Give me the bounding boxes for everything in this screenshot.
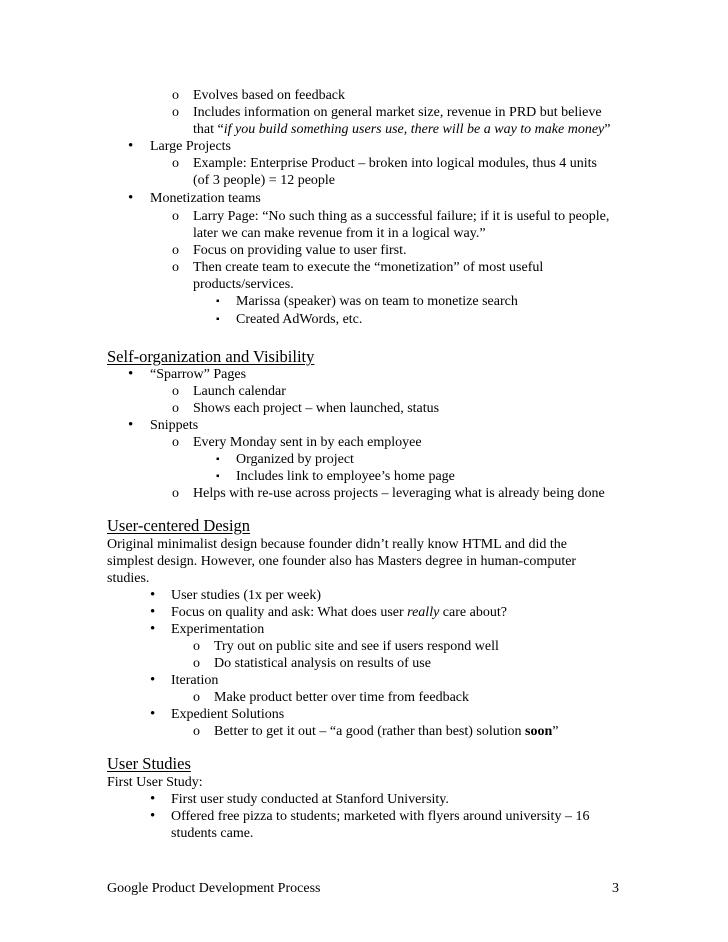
list-item: Make product better over time from feedback bbox=[214, 690, 470, 705]
circle-marker: o bbox=[193, 656, 200, 671]
circle-marker: o bbox=[172, 209, 179, 224]
list-item-continuation: students came. bbox=[171, 826, 254, 841]
list-item: Launch calendar bbox=[193, 384, 286, 399]
list-item: Then create team to execute the “monetization” of most useful bbox=[193, 260, 544, 275]
bullet-marker: • bbox=[150, 621, 156, 637]
paragraph-line: Original minimalist design because founder didn’t really know HTML and did the bbox=[107, 537, 567, 552]
list-item: Evolves based on feedback bbox=[193, 88, 345, 103]
bullet-marker: • bbox=[150, 808, 156, 824]
bullet-marker: • bbox=[150, 604, 156, 620]
page-number: 3 bbox=[612, 881, 619, 896]
text-run: Focus on quality and ask: What does user bbox=[171, 605, 408, 620]
circle-marker: o bbox=[193, 724, 200, 739]
bullet-marker: • bbox=[150, 791, 156, 807]
circle-marker: o bbox=[172, 88, 179, 103]
bold-text: soon bbox=[525, 724, 553, 739]
list-item: Shows each project – when launched, status bbox=[193, 401, 440, 416]
circle-marker: o bbox=[172, 105, 179, 120]
list-item: Larry Page: “No such thing as a successful failure; if it is useful to people, bbox=[193, 209, 610, 224]
bullet-marker: • bbox=[128, 417, 134, 433]
list-item: Includes information on general market size, revenue in PRD but believe bbox=[193, 105, 602, 120]
list-item: Marissa (speaker) was on team to monetize search bbox=[236, 294, 518, 309]
list-item: Focus on providing value to user first. bbox=[193, 243, 407, 258]
emphasis-text: really bbox=[407, 605, 440, 620]
bullet-marker: • bbox=[128, 366, 134, 382]
list-item: Offered free pizza to students; marketed with flyers around university – 16 bbox=[171, 809, 590, 824]
list-item-continuation: products/services. bbox=[193, 277, 294, 292]
list-item: Large Projects bbox=[150, 139, 231, 154]
list-item-continuation: later we can make revenue from it in a logical way.” bbox=[193, 226, 486, 241]
emphasis-text: if you build something users use, there will be a way to make money bbox=[223, 122, 605, 137]
paragraph-line: simplest design. However, one founder also has Masters degree in human-computer bbox=[107, 554, 577, 569]
circle-marker: o bbox=[172, 435, 179, 450]
list-item: User studies (1x per week) bbox=[171, 588, 322, 603]
list-item: Iteration bbox=[171, 673, 219, 688]
list-item: Monetization teams bbox=[150, 191, 261, 206]
section-heading: User Studies bbox=[107, 754, 191, 773]
text-run: that “ bbox=[193, 122, 224, 137]
list-item: Example: Enterprise Product – broken into logical modules, thus 4 units bbox=[193, 156, 597, 171]
list-item: Every Monday sent in by each employee bbox=[193, 435, 422, 450]
circle-marker: o bbox=[172, 156, 179, 171]
circle-marker: o bbox=[172, 260, 179, 275]
list-item: “Sparrow” Pages bbox=[150, 367, 247, 382]
list-item: Experimentation bbox=[171, 622, 265, 637]
list-item bbox=[214, 723, 559, 740]
circle-marker: o bbox=[172, 486, 179, 501]
square-marker: ▪ bbox=[216, 314, 220, 325]
list-item: Organized by project bbox=[236, 452, 354, 467]
text-run: ” bbox=[604, 122, 611, 137]
list-item: First user study conducted at Stanford University. bbox=[171, 792, 449, 807]
list-item: Do statistical analysis on results of use bbox=[214, 656, 431, 671]
list-item: Snippets bbox=[150, 418, 199, 433]
list-item: Try out on public site and see if users respond well bbox=[214, 639, 499, 654]
text-run: ” bbox=[552, 724, 559, 739]
bullet-marker: • bbox=[150, 672, 156, 688]
square-marker: ▪ bbox=[216, 296, 220, 307]
bullet-marker: • bbox=[150, 706, 156, 722]
list-item-continuation bbox=[193, 121, 610, 138]
circle-marker: o bbox=[172, 401, 179, 416]
list-item: Expedient Solutions bbox=[171, 707, 285, 722]
bullet-marker: • bbox=[128, 138, 134, 154]
section-heading: User-centered Design bbox=[107, 516, 251, 535]
footer-title: Google Product Development Process bbox=[107, 881, 321, 896]
section-heading: Self-organization and Visibility bbox=[107, 347, 315, 366]
square-marker: ▪ bbox=[216, 454, 220, 465]
square-marker: ▪ bbox=[216, 471, 220, 482]
list-item bbox=[171, 604, 507, 621]
list-item: Includes link to employee’s home page bbox=[236, 469, 455, 484]
circle-marker: o bbox=[172, 243, 179, 258]
subheading: First User Study: bbox=[107, 775, 203, 790]
paragraph-line: studies. bbox=[107, 571, 150, 586]
text-run: care about? bbox=[439, 605, 507, 620]
list-item-continuation: (of 3 people) = 12 people bbox=[193, 173, 336, 188]
bullet-marker: • bbox=[128, 190, 134, 206]
circle-marker: o bbox=[193, 690, 200, 705]
bullet-marker: • bbox=[150, 587, 156, 603]
circle-marker: o bbox=[172, 384, 179, 399]
text-run: Better to get it out – “a good (rather than best) solution bbox=[214, 724, 526, 739]
list-item: Created AdWords, etc. bbox=[236, 312, 363, 327]
circle-marker: o bbox=[193, 639, 200, 654]
list-item: Helps with re-use across projects – leveraging what is already being done bbox=[193, 486, 605, 501]
